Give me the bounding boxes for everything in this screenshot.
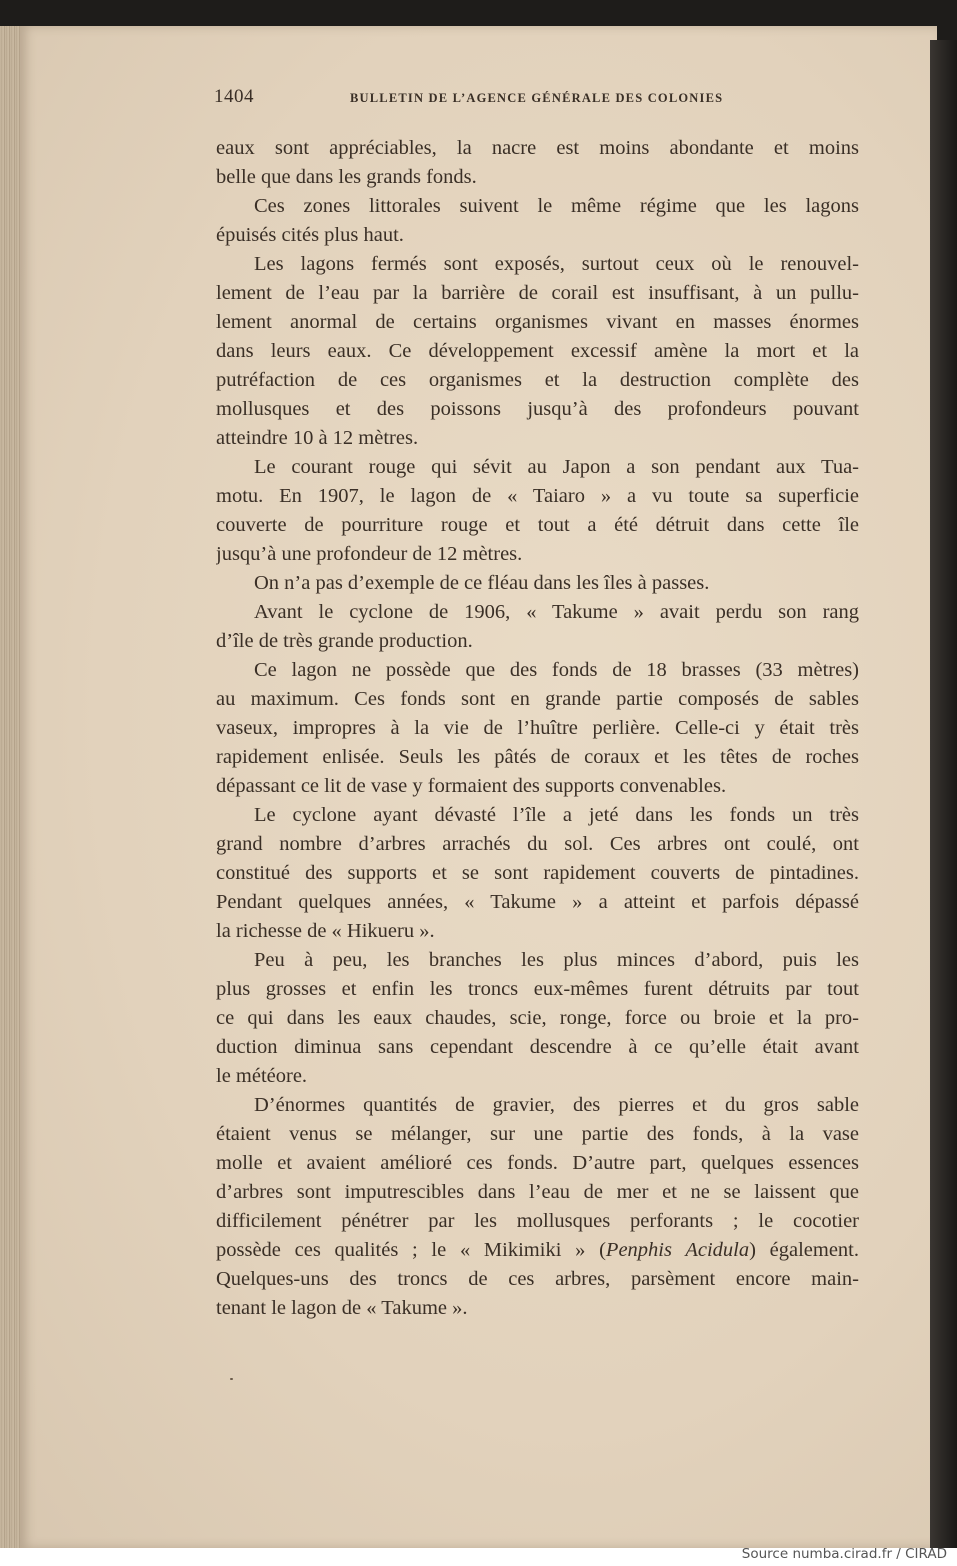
text-line: d’arbres sont imputrescibles dans l’eau de mer et ne se laissent que xyxy=(216,1181,859,1203)
text-line: D’énormes quantités de gravier, des pierres et du gros sable xyxy=(254,1094,859,1116)
text-line: belle que dans les grands fonds. xyxy=(216,166,477,188)
text-line: molle et avaient amélioré ces fonds. D’autre part, quelques essences xyxy=(216,1152,859,1174)
text-line: Ce lagon ne possède que des fonds de 18 brasses (33 mètres) xyxy=(254,659,859,681)
text-line: couverte de pourriture rouge et tout a été détruit dans cette île xyxy=(216,514,859,536)
binding-shadow xyxy=(930,40,957,1548)
text-line: plus grosses et enfin les troncs eux-mêmes furent détruits par tout xyxy=(216,978,859,1000)
text-line: Le cyclone ayant dévasté l’île a jeté dans les fonds un très xyxy=(254,804,859,826)
text-line: lement de l’eau par la barrière de corail est insuffisant, à un pullu- xyxy=(216,282,859,304)
text-line: difficilement pénétrer par les mollusques perforants ; le cocotier xyxy=(216,1210,859,1232)
running-title: BULLETIN DE L’AGENCE GÉNÉRALE DES COLONIES xyxy=(350,91,724,105)
text-line: au maximum. Ces fonds sont en grande partie composés de sables xyxy=(216,688,859,710)
text-line: tenant le lagon de « Takume ». xyxy=(216,1297,468,1319)
text-line: rapidement enlisée. Seuls les pâtés de coraux et les têtes de roches xyxy=(216,746,859,768)
text-line: la richesse de « Hikueru ». xyxy=(216,920,435,942)
source-credit: Source numba.cirad.fr / CIRAD xyxy=(741,1546,947,1562)
text-line: mollusques et des poissons jusqu’à des profondeurs pouvant xyxy=(216,398,859,420)
text-line: atteindre 10 à 12 mètres. xyxy=(216,427,419,449)
scientific-name: Penphis Acidula xyxy=(605,1239,750,1261)
body-text xyxy=(216,134,859,1323)
text-line: duction diminua sans cependant descendre à ce qu’elle était avant xyxy=(216,1036,859,1058)
text-line: d’île de très grande production. xyxy=(216,630,473,652)
text-line: ce qui dans les eaux chaudes, scie, ronge, force ou broie et la pro- xyxy=(216,1007,859,1029)
text-line: possède ces qualités ; le « Mikimiki » (Penphis Acidula) également. xyxy=(216,1239,859,1261)
text-line: Les lagons fermés sont exposés, surtout ceux où le renouvel- xyxy=(254,253,859,275)
text-line: eaux sont appréciables, la nacre est moins abondante et moins xyxy=(216,137,859,159)
ink-speck xyxy=(230,1378,233,1380)
text-line: Pendant quelques années, « Takume » a atteint et parfois dépassé xyxy=(216,891,859,913)
text-line: lement anormal de certains organismes vivant en masses énormes xyxy=(216,311,859,333)
text-line: dans leurs eaux. Ce développement excessif amène la mort et la xyxy=(216,340,859,362)
text-line: grand nombre d’arbres arrachés du sol. Ces arbres ont coulé, ont xyxy=(216,833,859,855)
text-line: le météore. xyxy=(216,1065,308,1087)
page-header xyxy=(214,86,864,112)
text-line: constitué des supports et se sont rapidement couverts de pintadines. xyxy=(216,862,859,884)
page-number: 1404 xyxy=(214,86,254,107)
text-line: motu. En 1907, le lagon de « Taiaro » a vu toute sa superficie xyxy=(216,485,859,507)
text-line: Ces zones littorales suivent le même régime que les lagons xyxy=(254,195,859,217)
text-line: Peu à peu, les branches les plus minces d’abord, puis les xyxy=(254,949,859,971)
text-line: Le courant rouge qui sévit au Japon a son pendant aux Tua- xyxy=(254,456,859,478)
text-line: Quelques-uns des troncs de ces arbres, parsèment encore main- xyxy=(216,1268,859,1290)
text-line: vaseux, impropres à la vie de l’huître perlière. Celle-ci y était très xyxy=(216,717,859,739)
text-line: dépassant ce lit de vase y formaient des supports convenables. xyxy=(216,775,727,797)
text-line: épuisés cités plus haut. xyxy=(216,224,404,246)
text-line: Avant le cyclone de 1906, « Takume » avait perdu son rang xyxy=(254,601,859,623)
text-line: étaient venus se mélanger, sur une partie des fonds, à la vase xyxy=(216,1123,859,1145)
text-line: On n’a pas d’exemple de ce fléau dans les îles à passes. xyxy=(254,572,710,594)
text-line: jusqu’à une profondeur de 12 mètres. xyxy=(216,543,523,565)
text-line: putréfaction de ces organismes et la destruction complète des xyxy=(216,369,859,391)
